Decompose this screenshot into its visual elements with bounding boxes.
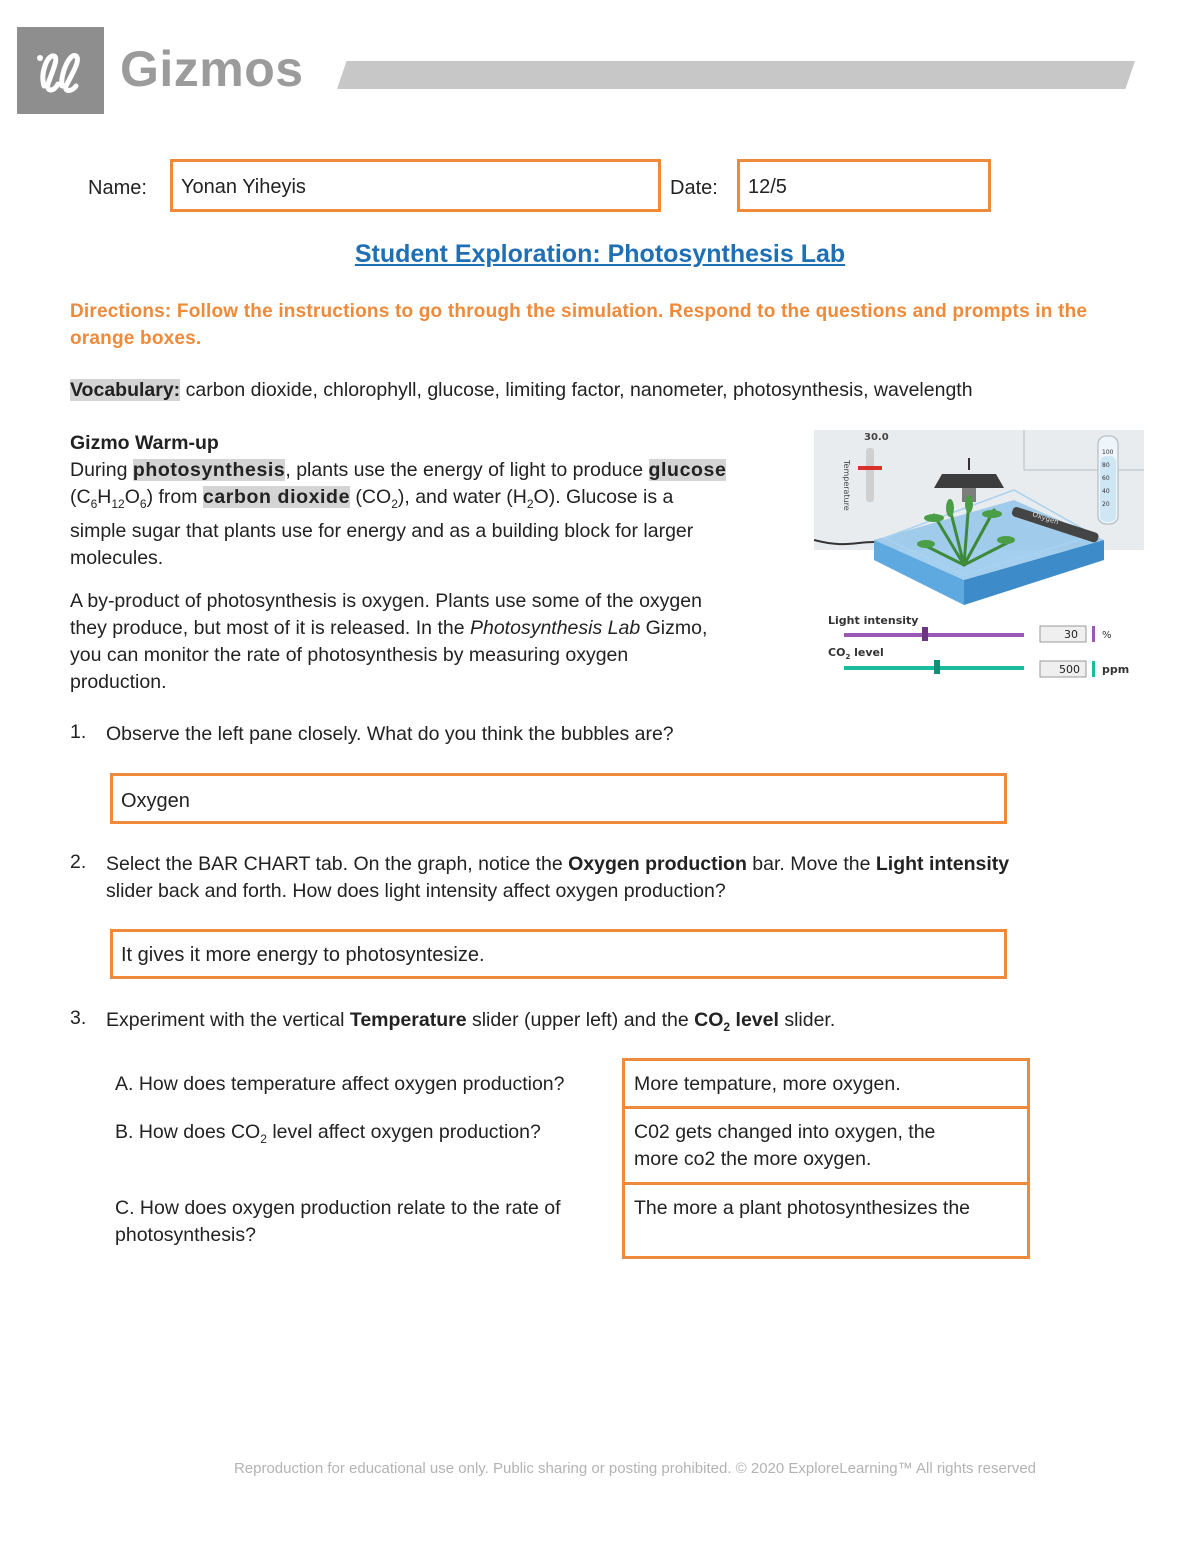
question-3a-answer: More tempature, more oxygen. bbox=[634, 1073, 901, 1095]
light-intensity-label: Light intensity bbox=[828, 614, 919, 627]
term-photosynthesis: photosynthesis bbox=[132, 459, 286, 481]
svg-text:60: 60 bbox=[1102, 475, 1110, 482]
svg-text:40: 40 bbox=[1102, 488, 1110, 495]
question-3b-answer: C02 gets changed into oxygen, the more co2 the more oxygen. bbox=[634, 1121, 936, 1170]
question-3-number: 3. bbox=[70, 1007, 87, 1029]
name-label: Name: bbox=[88, 177, 147, 199]
question-1-answer-box[interactable] bbox=[110, 773, 1007, 824]
simulation-screenshot bbox=[814, 430, 1144, 680]
term-carbon-dioxide: carbon dioxide bbox=[202, 486, 351, 508]
question-3a-text: A. How does temperature affect oxygen production? bbox=[115, 1073, 565, 1095]
question-2-answer: It gives it more energy to photosyntesize. bbox=[121, 944, 485, 966]
question-3a-answer-box[interactable] bbox=[622, 1058, 1030, 1109]
co2-level-value: 500 bbox=[1059, 663, 1080, 676]
question-2-number: 2. bbox=[70, 851, 87, 873]
question-3c-answer: The more a plant photosynthesizes the bbox=[634, 1197, 971, 1219]
vocabulary-label: Vocabulary: bbox=[70, 379, 181, 401]
vocabulary bbox=[70, 377, 1150, 404]
footer-copyright: Reproduction for educational use only. Public sharing or posting prohibited. © 2020 ExploreLearning™ All rights reserved bbox=[233, 1460, 1037, 1477]
light-intensity-value: 30 bbox=[1064, 628, 1078, 641]
page-title: Student Exploration: Photosynthesis Lab bbox=[354, 240, 846, 268]
question-1-text: Observe the left pane closely. What do you think the bubbles are? bbox=[106, 723, 674, 745]
date-value: 12/5 bbox=[748, 176, 787, 198]
question-1-answer: Oxygen bbox=[121, 790, 190, 812]
svg-text:20: 20 bbox=[1102, 501, 1110, 508]
question-3b-answer-box[interactable] bbox=[622, 1106, 1030, 1185]
vocabulary-terms: carbon dioxide, chlorophyll, glucose, limiting factor, nanometer, photosynthesis, wavelength bbox=[185, 379, 973, 401]
temperature-value: 30.0 bbox=[864, 432, 889, 443]
probe-label: Oxygen bbox=[1031, 510, 1060, 527]
question-2-text: Select the BAR CHART tab. On the graph, notice the Oxygen production bar. Move the Light intensity slider back and forth. How does light intensity affect oxygen production? bbox=[106, 853, 1010, 902]
question-2-answer-box[interactable] bbox=[110, 929, 1007, 979]
directions: Directions: Follow the instructions to go through the simulation. Respond to the questions and prompts in the orange boxes. bbox=[70, 301, 1088, 349]
co2-level-slider[interactable] bbox=[934, 660, 940, 674]
question-1-number: 1. bbox=[70, 721, 87, 743]
explorelearning-el-icon bbox=[17, 27, 104, 114]
light-intensity-slider[interactable] bbox=[922, 627, 928, 641]
co2-level-unit: ppm bbox=[1102, 663, 1130, 676]
brand-name: Gizmos bbox=[120, 41, 304, 97]
light-intensity-track[interactable] bbox=[844, 633, 1024, 637]
date-label: Date: bbox=[670, 177, 718, 199]
warmup-paragraph-1: During photosynthesis, plants use the energy of light to produce glucose $(C_6H_{12}O_6)$ from carbon dioxide $(CO_2)$, and water $(H_2O)$. Glucose is a simple sugar that plants use for energy and as a building block for larger molecules. bbox=[70, 459, 727, 569]
question-3c-text: C. How does oxygen production relate to the rate of photosynthesis? bbox=[115, 1197, 561, 1246]
name-value: Yonan Yiheyis bbox=[181, 176, 306, 198]
header-bar bbox=[337, 61, 1135, 89]
co2-level-label: $CO_2$ level bbox=[828, 646, 884, 661]
date-field[interactable] bbox=[737, 159, 991, 212]
question-3b-text: B. How does $CO_2$ level affect oxygen production? bbox=[115, 1121, 541, 1146]
question-3c-answer-box[interactable] bbox=[622, 1182, 1030, 1259]
temperature-label: Temperature bbox=[842, 460, 851, 511]
warmup-paragraph-2: A by-product of photosynthesis is oxygen. Plants use some of the oxygen they produce, but most of it is released. In the Photosynthesis Lab Gizmo, you can monitor the rate of photosynthesis by measuring oxygen production. bbox=[70, 590, 708, 693]
svg-text:80: 80 bbox=[1102, 462, 1110, 469]
svg-text:100: 100 bbox=[1102, 449, 1114, 456]
warmup-heading: Gizmo Warm-up bbox=[70, 432, 219, 454]
name-field[interactable] bbox=[170, 159, 661, 212]
question-3-text: Experiment with the vertical Temperature slider (upper left) and the $CO_2$ level slider. bbox=[106, 1009, 836, 1034]
light-intensity-unit: % bbox=[1102, 630, 1112, 641]
term-glucose: glucose bbox=[648, 459, 727, 481]
